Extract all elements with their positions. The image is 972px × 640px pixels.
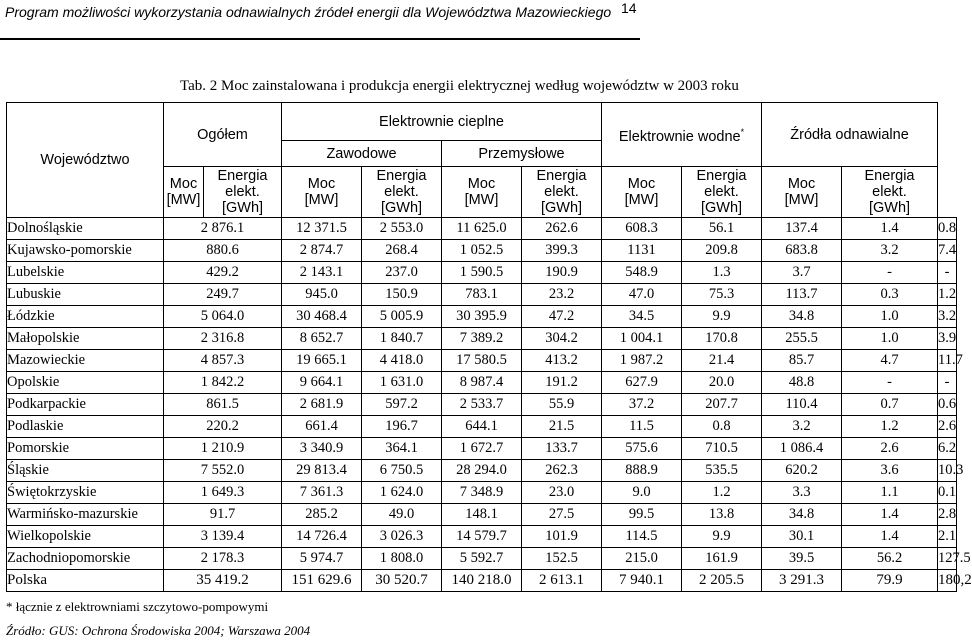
energia-cell: 548.9 [602,262,682,284]
region-name: Pomorskie [7,438,164,460]
energia-cell: 0.1 [938,482,957,504]
moc-cell: 1.2 [842,416,938,438]
energia-cell: 7 940.1 [602,570,682,592]
moc-cell: 91.7 [164,504,282,526]
moc-cell: 56.1 [682,218,762,240]
energia-cell: 30.1 [762,526,842,548]
region-name: Lubuskie [7,284,164,306]
moc-cell: 170.8 [682,328,762,350]
energia-cell: 661.4 [282,416,362,438]
moc-cell: 1.0 [842,328,938,350]
header-ogolem: Ogółem [164,103,282,167]
energia-cell: 7 348.9 [442,482,522,504]
moc-cell: - [842,372,938,394]
energia-cell: 5 592.7 [442,548,522,570]
energia-cell: 127.5 [938,548,957,570]
region-name: Mazowieckie [7,350,164,372]
moc-cell: 23.2 [522,284,602,306]
moc-cell: 1 840.7 [362,328,442,350]
source-note: Źródło: GUS: Ochrona Środowiska 2004; Warszawa 2004 [6,623,311,638]
energia-cell: 8 987.4 [442,372,522,394]
moc-cell: 1 808.0 [362,548,442,570]
energia-cell: 11 625.0 [442,218,522,240]
moc-cell: 249.7 [164,284,282,306]
table-row [7,504,957,526]
moc-cell: 1 842.2 [164,372,282,394]
energia-cell: 3.2 [938,306,957,328]
energia-cell: 140 218.0 [442,570,522,592]
moc-cell: 20.0 [682,372,762,394]
moc-cell: 4 418.0 [362,350,442,372]
moc-cell: 150.9 [362,284,442,306]
moc-cell: 262.6 [522,218,602,240]
energia-cell: 7 389.2 [442,328,522,350]
moc-cell: 79.9 [842,570,938,592]
region-name: Podkarpackie [7,394,164,416]
energia-cell: 28 294.0 [442,460,522,482]
header-energia: Energia elekt. [GWh] [362,167,442,218]
moc-cell: 1.0 [842,306,938,328]
header-moc: Moc [MW] [164,167,204,218]
moc-cell: 399.3 [522,240,602,262]
energia-cell: 2.1 [938,526,957,548]
energia-cell: 39.5 [762,548,842,570]
energia-cell: 608.3 [602,218,682,240]
header-energia: Energia elekt. [GWh] [842,167,938,218]
table-row [7,218,957,240]
footnote: * łącznie z elektrowniami szczytowo-pompowymi [6,599,269,614]
energia-cell: 6.2 [938,438,957,460]
moc-cell: 2.6 [842,438,938,460]
energia-cell: 1 004.1 [602,328,682,350]
header-zawodowe: Zawodowe [282,141,442,167]
energia-cell: 11.7 [938,350,957,372]
energia-cell: 37.2 [602,394,682,416]
energia-cell: 137.4 [762,218,842,240]
moc-cell: 2 316.8 [164,328,282,350]
moc-cell: 191.2 [522,372,602,394]
moc-cell: 5 064.0 [164,306,282,328]
energia-cell: - [938,372,957,394]
energia-cell: 12 371.5 [282,218,362,240]
energia-cell: 783.1 [442,284,522,306]
energia-cell: 1131 [602,240,682,262]
moc-cell: 35 419.2 [164,570,282,592]
moc-cell: 207.7 [682,394,762,416]
energia-cell: 575.6 [602,438,682,460]
table-total-row [7,570,957,592]
energia-cell: 2.8 [938,504,957,526]
moc-cell: 9.9 [682,306,762,328]
table-row [7,240,957,262]
region-name: Podlaskie [7,416,164,438]
energia-cell: 14 726.4 [282,526,362,548]
moc-cell: 535.5 [682,460,762,482]
moc-cell: 27.5 [522,504,602,526]
energy-table [6,102,972,592]
table-body [7,218,972,592]
region-name: Łódzkie [7,306,164,328]
moc-cell: 3 139.4 [164,526,282,548]
moc-cell: 1.2 [682,482,762,504]
table-row [7,416,957,438]
energia-cell: 644.1 [442,416,522,438]
energia-cell: 2 533.7 [442,394,522,416]
moc-cell: 152.5 [522,548,602,570]
energia-cell: 114.5 [602,526,682,548]
moc-cell: 47.2 [522,306,602,328]
table-row [7,482,957,504]
energia-cell: 3.3 [762,482,842,504]
energia-cell: 7 361.3 [282,482,362,504]
moc-cell: 7 552.0 [164,460,282,482]
moc-cell: 597.2 [362,394,442,416]
moc-cell: 0.7 [842,394,938,416]
energia-cell: 1 987.2 [602,350,682,372]
energia-cell: 0.8 [938,218,957,240]
energia-cell: 47.0 [602,284,682,306]
moc-cell: 2 613.1 [522,570,602,592]
moc-cell: 9.9 [682,526,762,548]
moc-cell: 133.7 [522,438,602,460]
header-zrodla-odnawialne: Źródła odnawialne [762,103,938,167]
moc-cell: 4 857.3 [164,350,282,372]
energia-cell: 7.4 [938,240,957,262]
energia-cell: 1 590.5 [442,262,522,284]
header-elektrownie-cieplne: Elektrownie cieplne [282,103,602,141]
moc-cell: 209.8 [682,240,762,262]
moc-cell: 1.3 [682,262,762,284]
region-name: Lubelskie [7,262,164,284]
moc-cell: 21.4 [682,350,762,372]
energia-cell: 9.0 [602,482,682,504]
moc-cell: 13.8 [682,504,762,526]
energia-cell: 3 340.9 [282,438,362,460]
table-row [7,526,957,548]
energia-cell: 14 579.7 [442,526,522,548]
moc-cell: 6 750.5 [362,460,442,482]
header-energia: Energia elekt. [GWh] [522,167,602,218]
energia-cell: 2.6 [938,416,957,438]
table-row [7,460,957,482]
energia-cell: 1.2 [938,284,957,306]
region-name: Warmińsko-mazurskie [7,504,164,526]
table-row [7,284,957,306]
energia-cell: 99.5 [602,504,682,526]
energia-cell: 5 974.7 [282,548,362,570]
moc-cell: 2 178.3 [164,548,282,570]
energia-cell: 2 143.1 [282,262,362,284]
energia-cell: 2 681.9 [282,394,362,416]
region-name: Świętokrzyskie [7,482,164,504]
energia-cell: 9 664.1 [282,372,362,394]
energia-cell: 215.0 [602,548,682,570]
energia-cell: 3.2 [762,416,842,438]
moc-cell: 161.9 [682,548,762,570]
energia-cell: 29 813.4 [282,460,362,482]
moc-cell: 220.2 [164,416,282,438]
moc-cell: 1 631.0 [362,372,442,394]
table-row [7,372,957,394]
table-row [7,306,957,328]
moc-cell: 21.5 [522,416,602,438]
energia-cell: 30 395.9 [442,306,522,328]
region-name: Małopolskie [7,328,164,350]
moc-cell: 5 005.9 [362,306,442,328]
energia-cell: 3.7 [762,262,842,284]
page-header [0,0,640,40]
energia-cell: 8 652.7 [282,328,362,350]
energia-cell: 148.1 [442,504,522,526]
energia-cell: 10.3 [938,460,957,482]
page-number: 14 [621,0,637,16]
table-row [7,350,957,372]
moc-cell: 413.2 [522,350,602,372]
moc-cell: 101.9 [522,526,602,548]
header-energia: Energia elekt. [GWh] [682,167,762,218]
moc-cell: 4.7 [842,350,938,372]
energia-cell: 30 468.4 [282,306,362,328]
region-name: Śląskie [7,460,164,482]
moc-cell: 2 553.0 [362,218,442,240]
moc-cell: 1.4 [842,218,938,240]
energia-cell: 180,2 [938,570,957,592]
header-elektrownie-wodne: Elektrownie wodne* [602,103,762,167]
energia-cell: 285.2 [282,504,362,526]
header-moc: Moc [MW] [282,167,362,218]
region-name: Opolskie [7,372,164,394]
energia-cell: 110.4 [762,394,842,416]
energia-cell: 1 086.4 [762,438,842,460]
moc-cell: 1.4 [842,526,938,548]
moc-cell: 0.3 [842,284,938,306]
moc-cell: 75.3 [682,284,762,306]
energia-cell: 151 629.6 [282,570,362,592]
moc-cell: 30 520.7 [362,570,442,592]
energia-cell: 34.5 [602,306,682,328]
moc-cell: 262.3 [522,460,602,482]
energia-cell: 945.0 [282,284,362,306]
energia-cell: 3 291.3 [762,570,842,592]
energia-cell: 620.2 [762,460,842,482]
moc-cell: 1.4 [842,504,938,526]
energia-cell: 17 580.5 [442,350,522,372]
moc-cell: 1 649.3 [164,482,282,504]
energia-cell: 1 672.7 [442,438,522,460]
table-row [7,262,957,284]
header-moc: Moc [MW] [762,167,842,218]
header-wojewodztwo: Województwo [7,103,164,218]
energia-cell: 34.8 [762,504,842,526]
moc-cell: 23.0 [522,482,602,504]
moc-cell: 304.2 [522,328,602,350]
moc-cell: 268.4 [362,240,442,262]
energia-cell: 34.8 [762,306,842,328]
energia-cell: 888.9 [602,460,682,482]
table-row [7,548,957,570]
header-moc: Moc [MW] [602,167,682,218]
header-przemyslowe: Przemysłowe [442,141,602,167]
energia-cell: - [938,262,957,284]
region-name: Kujawsko-pomorskie [7,240,164,262]
moc-cell: 3.6 [842,460,938,482]
energia-cell: 11.5 [602,416,682,438]
moc-cell: 710.5 [682,438,762,460]
moc-cell: 429.2 [164,262,282,284]
moc-cell: 861.5 [164,394,282,416]
energia-cell: 255.5 [762,328,842,350]
energia-cell: 627.9 [602,372,682,394]
header-energia: Energia elekt. [GWh] [204,167,282,218]
energia-cell: 85.7 [762,350,842,372]
region-name: Dolnośląskie [7,218,164,240]
moc-cell: 1 624.0 [362,482,442,504]
moc-cell: 49.0 [362,504,442,526]
moc-cell: 190.9 [522,262,602,284]
moc-cell: 364.1 [362,438,442,460]
energia-cell: 2 874.7 [282,240,362,262]
moc-cell: 2 876.1 [164,218,282,240]
energia-cell: 19 665.1 [282,350,362,372]
moc-cell: 0.8 [682,416,762,438]
energia-cell: 683.8 [762,240,842,262]
energia-cell: 3.9 [938,328,957,350]
document-title: Program możliwości wykorzystania odnawialnych źródeł energii dla Województwa Mazowieckiego [5,4,612,20]
moc-cell: 237.0 [362,262,442,284]
region-name: Polska [7,570,164,592]
table-row [7,328,957,350]
moc-cell: 880.6 [164,240,282,262]
region-name: Wielkopolskie [7,526,164,548]
moc-cell: 55.9 [522,394,602,416]
moc-cell: 1 210.9 [164,438,282,460]
moc-cell: 2 205.5 [682,570,762,592]
energia-cell: 1 052.5 [442,240,522,262]
moc-cell: 3.2 [842,240,938,262]
moc-cell: 1.1 [842,482,938,504]
moc-cell: - [842,262,938,284]
moc-cell: 3 026.3 [362,526,442,548]
region-name: Zachodniopomorskie [7,548,164,570]
energia-cell: 0.6 [938,394,957,416]
moc-cell: 196.7 [362,416,442,438]
energia-cell: 48.8 [762,372,842,394]
moc-cell: 56.2 [842,548,938,570]
header-moc: Moc [MW] [442,167,522,218]
table-row [7,438,957,460]
energia-cell: 113.7 [762,284,842,306]
table-row [7,394,957,416]
table-caption: Tab. 2 Moc zainstalowana i produkcja energii elektrycznej według województw w 2003 roku [180,78,739,94]
